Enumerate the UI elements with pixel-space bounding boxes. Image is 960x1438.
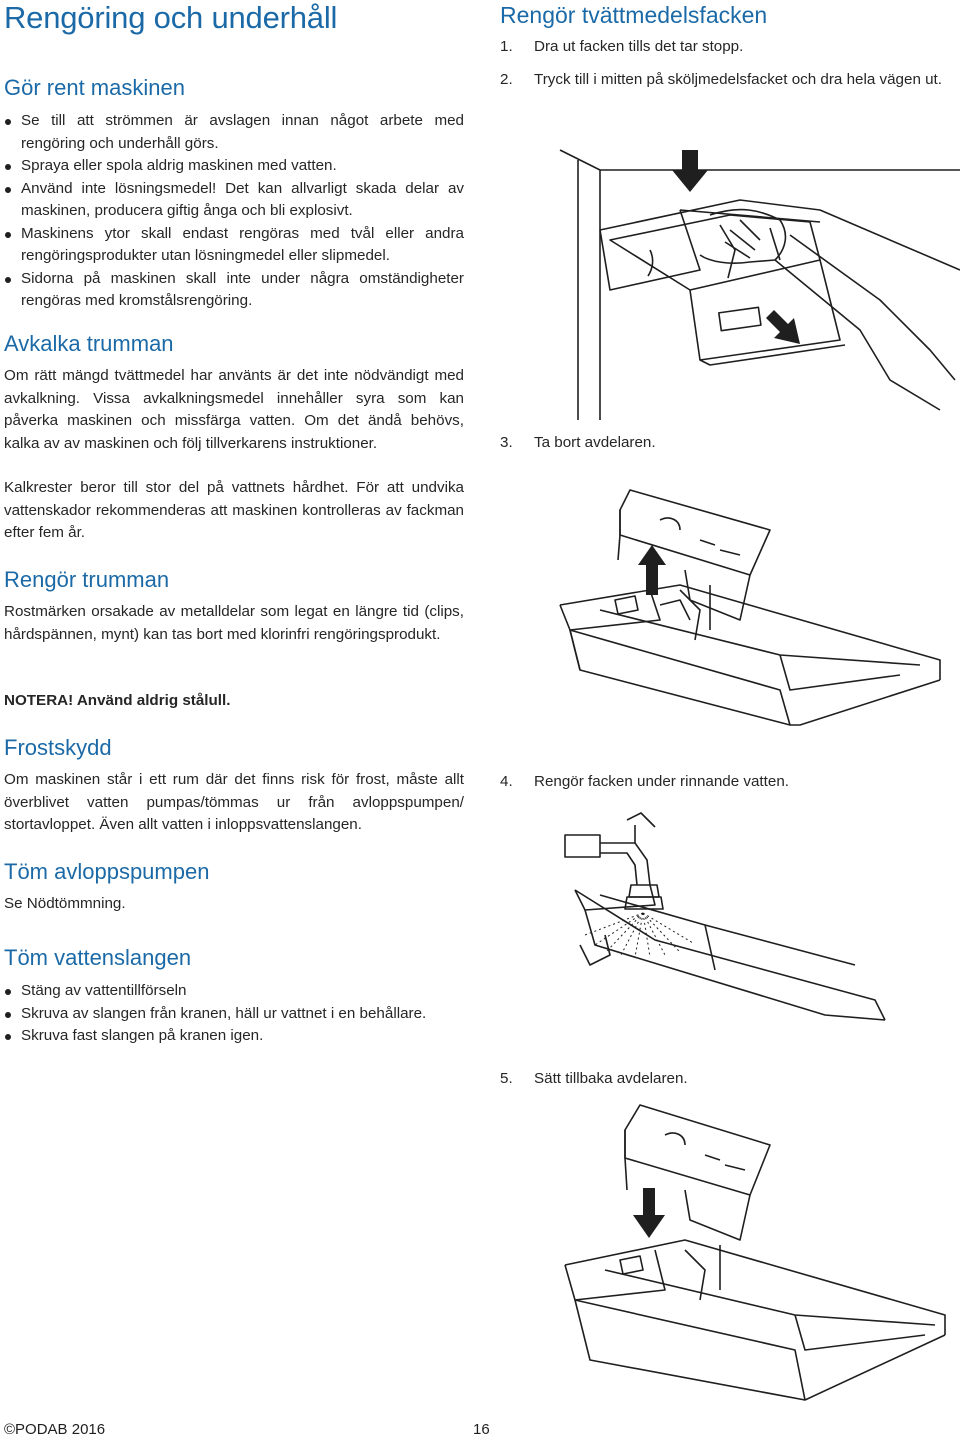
step-number: 4. — [500, 773, 513, 790]
step-text: Rengör facken under rinnande vatten. — [534, 773, 789, 790]
step-5 — [500, 1068, 940, 1091]
list-item: Maskinens ytor skall endast rengöras med tvål eller andra rengöringsprodukter utan lösningmedel eller slipmedel. — [4, 223, 464, 268]
step-number: 3. — [500, 434, 513, 451]
step-number: 5. — [500, 1070, 513, 1087]
page-title: Rengöring och underhåll — [4, 0, 338, 35]
water-hose-list — [4, 980, 474, 1048]
drawer-pull-illustration — [560, 150, 960, 420]
footer-copyright: ©PODAB 2016 — [4, 1421, 106, 1438]
arrow-down-icon — [672, 150, 708, 192]
heading-drain-pump: Töm avloppspumpen — [4, 859, 210, 884]
heading-clean-drum: Rengör trumman — [4, 567, 170, 592]
heading-frost: Frostskydd — [4, 735, 112, 760]
clean-drum-note: NOTERA! Använd aldrig stålull. — [4, 692, 231, 709]
clean-drum-paragraph: Rostmärken orsakade av metalldelar som legat en längre tid (clips, hårdspännen, mynt) kan tas bort med klorinfri rengöringsprodukt. — [4, 603, 464, 643]
list-item: Skruva fast slangen på kranen igen. — [4, 1025, 474, 1048]
step-4 — [500, 771, 940, 794]
step-2 — [500, 69, 960, 92]
list-item: Stäng av vattentillförseln — [4, 980, 474, 1003]
replace-divider-illustration — [545, 1100, 950, 1400]
step-text: Sätt tillbaka avdelaren. — [534, 1070, 688, 1087]
list-item: Sidorna på maskinen skall inte under några omständigheter rengöras med kromstålsrengöring. — [4, 268, 464, 313]
clean-machine-list — [4, 110, 464, 313]
heading-descale: Avkalka trumman — [4, 331, 174, 356]
arrow-down-icon — [633, 1188, 665, 1238]
descale-paragraph-1: Om rätt mängd tvättmedel har använts är det inte nödvändigt med avkalkning. Vissa avkalkningsmedel innehåller syra som kan påverka maskinen och missfärga vatten. Om det ändå behövs, kalka av av maskinen och följ tillverkarens instruktioner. — [4, 367, 464, 452]
list-item: Se till att strömmen är avslagen innan något arbete med rengöring och underhåll görs. — [4, 110, 464, 155]
list-item: Använd inte lösningsmedel! Det kan allvarligt skada delar av maskinen, producera giftig ånga och bli explosivt. — [4, 178, 464, 223]
step-number: 2. — [500, 71, 513, 88]
footer-page-number: 16 — [473, 1421, 490, 1438]
frost-paragraph: Om maskinen står i ett rum där det finns risk för frost, måste allt överblivet vatten pumpas/tömmas ur från avloppspumpen/ stortavloppet. Även allt vatten i inloppsvattenslangen. — [4, 771, 464, 833]
remove-divider-illustration — [540, 490, 960, 730]
step-text: Dra ut facken tills det tar stopp. — [534, 38, 744, 55]
rinse-under-tap-illustration — [555, 805, 900, 1040]
heading-water-hose: Töm vattenslangen — [4, 945, 192, 970]
list-item: Skruva av slangen från kranen, häll ur vattnet i en behållare. — [4, 1003, 474, 1026]
arrow-right-down-icon — [766, 310, 800, 344]
drain-pump-paragraph: Se Nödtömmning. — [4, 895, 126, 912]
descale-paragraph-2: Kalkrester beror till stor del på vattnets hårdhet. För att undvika vattenskador rekommenderas att maskinen kontrolleras av fackman efter fem år. — [4, 479, 464, 541]
heading-clean-machine: Gör rent maskinen — [4, 75, 185, 100]
step-text: Ta bort avdelaren. — [534, 434, 656, 451]
step-1 — [500, 36, 960, 59]
step-number: 1. — [500, 38, 513, 55]
step-3 — [500, 432, 940, 455]
step-text: Tryck till i mitten på sköljmedelsfacket och dra hela vägen ut. — [534, 71, 942, 88]
list-item: Spraya eller spola aldrig maskinen med vatten. — [4, 155, 464, 178]
heading-detergent: Rengör tvättmedelsfacken — [500, 2, 768, 28]
